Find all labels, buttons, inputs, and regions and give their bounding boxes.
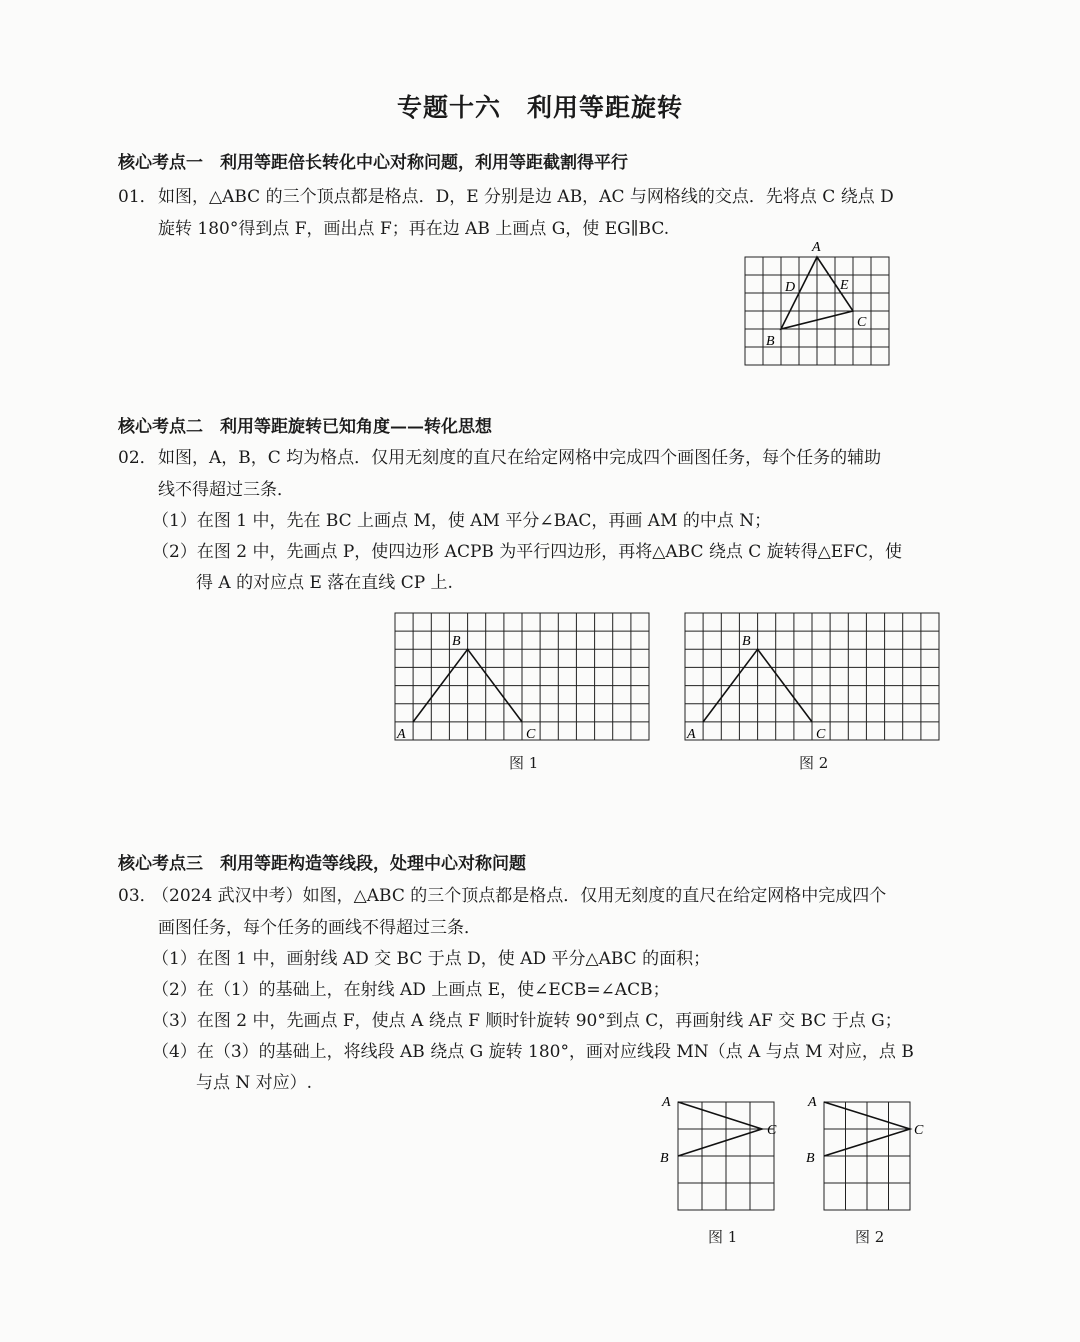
problem-3-line2: 画图任务，每个任务的画线不得超过三条．: [158, 918, 481, 938]
figure-3-2-caption: 图 2: [855, 1228, 885, 1246]
label-b: B: [452, 634, 461, 649]
problem-2-line2: 线不得超过三条．: [158, 480, 294, 500]
label-a: A: [397, 727, 406, 742]
label-e: E: [840, 278, 849, 293]
section-2-heading: 核心考点二 利用等距旋转已知角度——转化思想: [118, 417, 492, 437]
problem-3-number: 03．: [118, 886, 157, 906]
label-d: D: [785, 280, 796, 295]
figure-2-1-grid: [386, 604, 658, 748]
problem-3-sub4a: （4）在（3）的基础上，将线段 AB 绕点 G 旋转 180°，画对应线段 MN（点 A 与点 M 对应，点 B: [152, 1042, 914, 1062]
problem-3-sub1: （1）在图 1 中，画射线 AD 交 BC 于点 D，使 AD 平分△ABC 的面积；: [152, 949, 711, 969]
label-c: C: [857, 315, 867, 330]
problem-1-number: 01．: [118, 187, 157, 207]
problem-3-sub2: （2）在（1）的基础上，在射线 AD 上画点 E，使∠ECB=∠ACB；: [152, 980, 670, 1000]
label-b: B: [660, 1151, 669, 1166]
problem-2-sub2a: （2）在图 2 中，先画点 P，使四边形 ACPB 为平行四边形，再将△ABC 绕点 C 旋转得△EFC，使: [152, 542, 902, 562]
section-1-heading: 核心考点一 利用等距倍长转化中心对称问题，利用等距截割得平行: [118, 153, 628, 173]
problem-3-sub3: （3）在图 2 中，先画点 F，使点 A 绕点 F 顺时针旋转 90°到点 C，再画射线 AF 交 BC 于点 G；: [152, 1011, 902, 1031]
page-title: 专题十六 利用等距旋转: [396, 93, 683, 122]
figure-2-2-grid: [676, 604, 948, 748]
label-c: C: [526, 727, 536, 742]
figure-2-1-caption: 图 1: [509, 754, 539, 772]
problem-1-line1: 如图，△ABC 的三个顶点都是格点．D，E 分别是边 AB，AC 与网格线的交点．先将点 C 绕点 D: [158, 187, 894, 207]
problem-2-line1: 如图，A，B，C 均为格点．仅用无刻度的直尺在给定网格中完成四个画图任务，每个任务的辅助: [158, 448, 882, 468]
problem-1-line2: 旋转 180°得到点 F，画出点 F；再在边 AB 上画点 G，使 EG∥BC.: [158, 219, 670, 239]
label-a: A: [687, 727, 696, 742]
problem-2-number: 02．: [118, 448, 157, 468]
label-a: A: [808, 1095, 817, 1110]
problem-2-sub1: （1）在图 1 中，先在 BC 上画点 M，使 AM 平分∠BAC，再画 AM 的中点 N；: [152, 511, 772, 531]
figure-3-2-grid: [800, 1090, 940, 1218]
label-b: B: [806, 1151, 815, 1166]
figure-1-grid: [736, 236, 896, 370]
figure-3-1-grid: [654, 1090, 794, 1218]
label-a: A: [662, 1095, 671, 1110]
label-c: C: [914, 1123, 924, 1138]
label-a: A: [812, 240, 821, 255]
problem-2-sub2b: 得 A 的对应点 E 落在直线 CP 上.: [196, 573, 453, 593]
figure-3-1-caption: 图 1: [708, 1228, 738, 1246]
problem-3-sub4b: 与点 N 对应）.: [196, 1073, 313, 1093]
section-3-heading: 核心考点三 利用等距构造等线段，处理中心对称问题: [118, 854, 526, 874]
problem-3-line1: （2024 武汉中考）如图，△ABC 的三个顶点都是格点．仅用无刻度的直尺在给定网格中完成四个: [152, 886, 887, 906]
label-b: B: [766, 334, 775, 349]
label-b: B: [742, 634, 751, 649]
label-c: C: [767, 1123, 777, 1138]
label-c: C: [816, 727, 826, 742]
figure-2-2-caption: 图 2: [799, 754, 829, 772]
